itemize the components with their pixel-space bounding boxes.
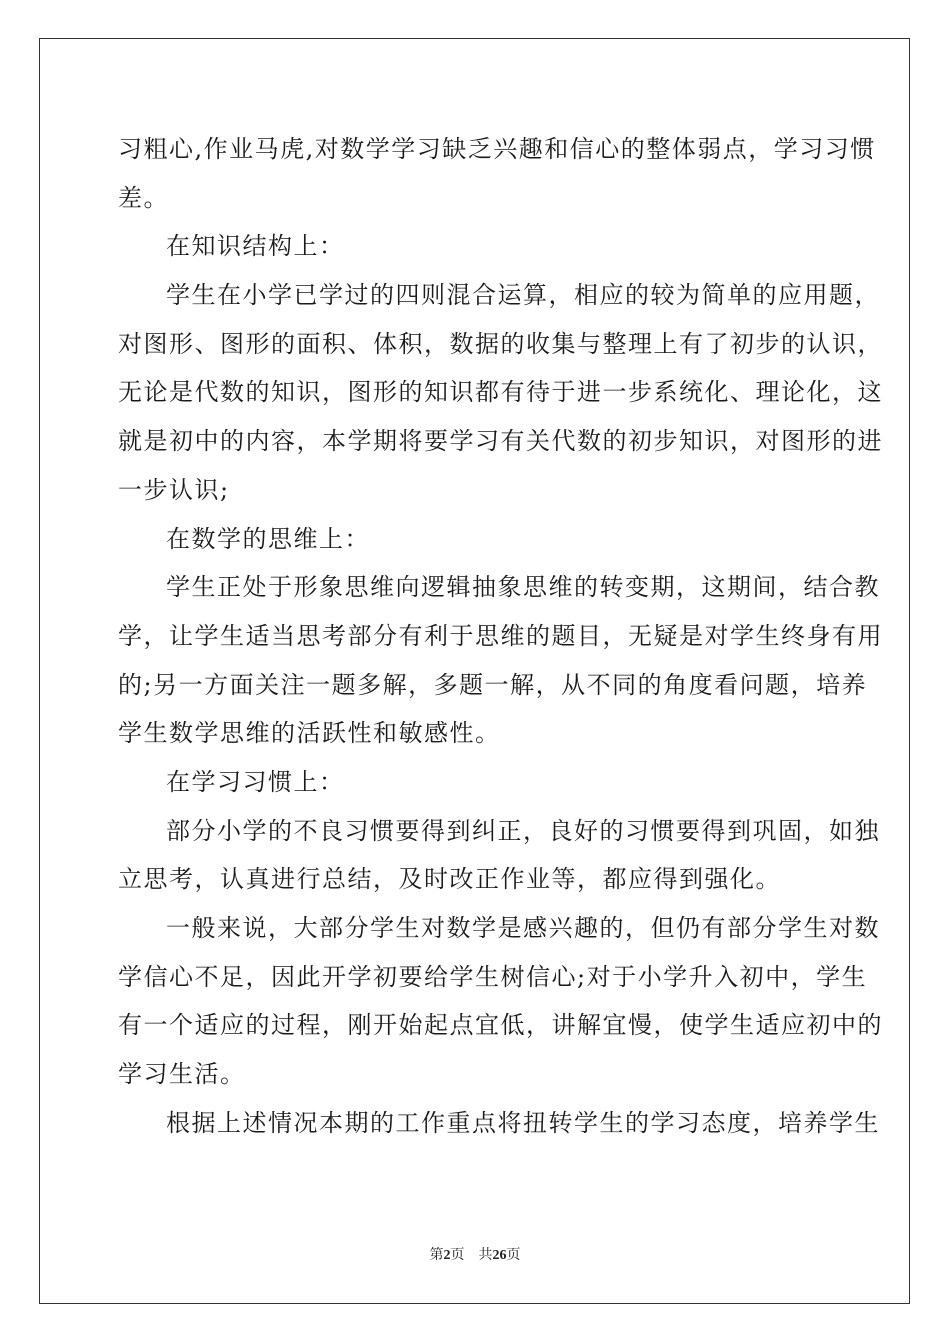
page-prefix: 第: [429, 1247, 444, 1263]
text-line: 的;另一方面关注一题多解，多题一解，从不同的角度看问题，培养: [118, 670, 868, 699]
page-footer: [0, 1244, 950, 1264]
text-line: 一步认识;: [118, 475, 230, 504]
text-line: 学习生活。: [118, 1060, 246, 1089]
text-line: 就是初中的内容，本学期将要学习有关代数的初步知识，对图形的进: [118, 427, 883, 456]
text-line: 学生在小学已学过的四则混合运算，相应的较为简单的应用题，: [166, 281, 880, 310]
text-line: 学信心不足，因此开学初要给学生树信心;对于小学升入初中，学生: [118, 962, 868, 991]
page-number: 2: [443, 1248, 451, 1263]
text-line: 差。: [118, 183, 169, 212]
total-suffix: 页: [506, 1247, 521, 1263]
page-suffix: 页: [450, 1247, 465, 1263]
total-prefix: 共: [478, 1247, 493, 1263]
text-line: 部分小学的不良习惯要得到纠正，良好的习惯要得到巩固，如独: [166, 816, 880, 845]
section-heading: 在数学的思维上：: [166, 524, 370, 553]
text-line: 有一个适应的过程，刚开始起点宜低，讲解宜慢，使学生适应初中的: [118, 1011, 883, 1040]
text-line: 一般来说，大部分学生对数学是感兴趣的，但仍有部分学生对数: [166, 914, 880, 942]
text-line: 对图形、图形的面积、体积，数据的收集与整理上有了初步的认识，: [118, 329, 883, 358]
text-line: 根据上述情况本期的工作重点将扭转学生的学习态度，培养学生: [166, 1108, 880, 1137]
text-line: 立思考，认真进行总结，及时改正作业等，都应得到强化。: [118, 865, 781, 894]
text-line: 无论是代数的知识，图形的知识都有待于进一步系统化、理论化，这: [118, 378, 883, 407]
section-heading: 在知识结构上：: [166, 232, 345, 261]
section-heading: 在学习习惯上：: [166, 767, 345, 796]
text-line: 学生数学思维的活跃性和敏感性。: [118, 719, 501, 748]
document-body: [118, 125, 883, 1147]
text-line: 学生正处于形象思维向逻辑抽象思维的转变期，这期间，结合教: [166, 573, 880, 602]
text-line: 习粗心,作业马虎,对数学学习缺乏兴趣和信心的整体弱点，学习习惯: [118, 135, 876, 163]
text-line: 学，让学生适当思考部分有利于思维的题目，无疑是对学生终身有用: [118, 621, 883, 650]
total-pages: 26: [492, 1248, 507, 1263]
